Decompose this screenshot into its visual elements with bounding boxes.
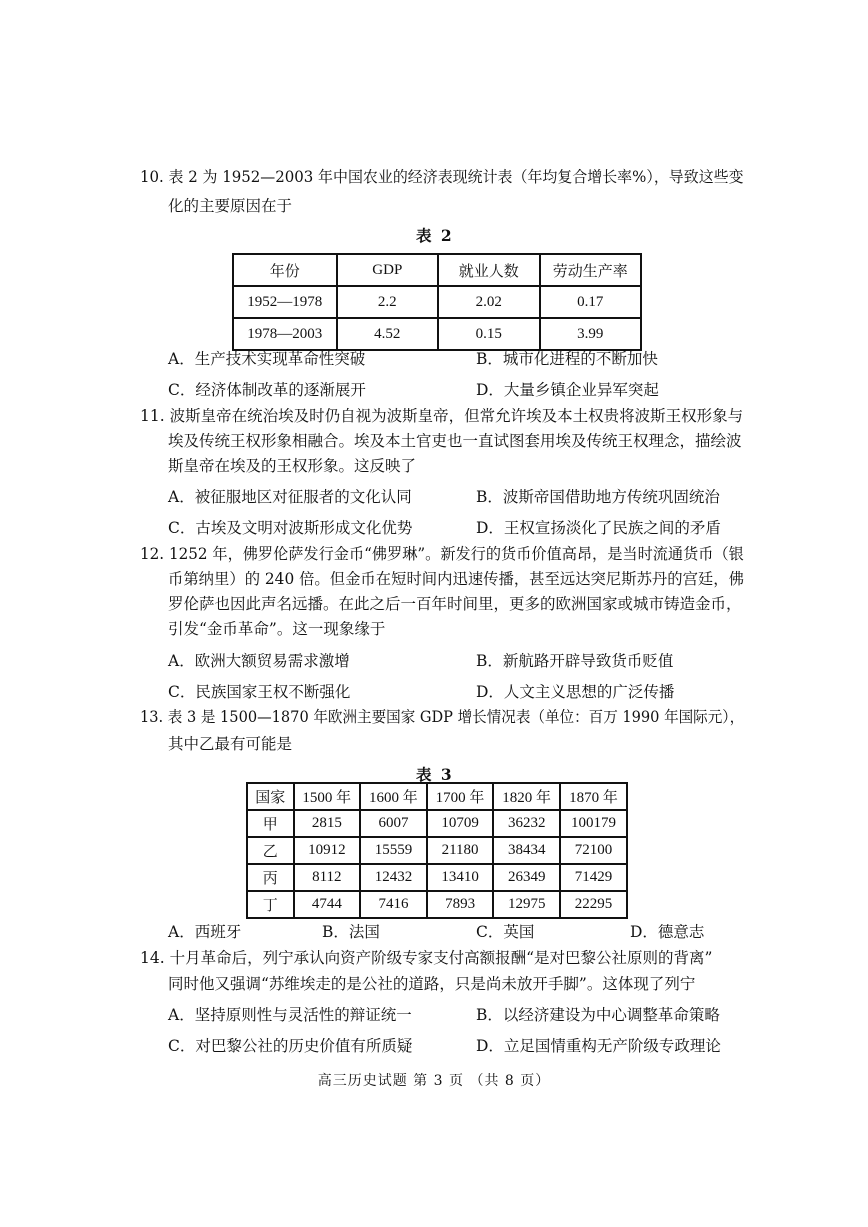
- table-2-header-productivity: 劳动生产率: [540, 254, 641, 286]
- table-3-header-1500: 1500 年: [294, 783, 361, 810]
- table-cell: 4744: [294, 891, 361, 918]
- table-3-header-1870: 1870 年: [560, 783, 627, 810]
- table-2-header-row: [233, 254, 641, 286]
- question-10-option-c: C．经济体制改革的逐渐展开: [168, 381, 366, 399]
- question-11-option-a: A．被征服地区对征服者的文化认同: [168, 488, 412, 506]
- table-cell: 丙: [247, 864, 294, 891]
- table-3-header-1700: 1700 年: [427, 783, 494, 810]
- table-row: [247, 837, 627, 864]
- table-cell: 12432: [360, 864, 427, 891]
- table-cell: 10912: [294, 837, 361, 864]
- table-3-header-1820: 1820 年: [493, 783, 560, 810]
- question-13-option-b: B．法国: [322, 923, 380, 941]
- question-13-line-1: 13. 表 3 是 1500—1870 年欧洲主要国家 GDP 增长情况表（单位：百万 1990 年国际元），: [140, 708, 745, 726]
- table-3: [246, 782, 628, 919]
- question-14-option-d: D．立足国情重构无产阶级专政理论: [476, 1037, 721, 1055]
- question-10-line-1: 10. 表 2 为 1952—2003 年中国农业的经济表现统计表（年均复合增长率%），导致这些变: [140, 168, 744, 186]
- table-row: [233, 318, 641, 350]
- question-12-option-a: A．欧洲大额贸易需求激增: [168, 652, 350, 670]
- table-cell: 甲: [247, 810, 294, 837]
- table-cell: 0.15: [438, 318, 539, 350]
- question-14-line-2: 同时他又强调“苏维埃走的是公社的道路，只是尚未放开手脚”。这体现了列宁: [168, 975, 696, 993]
- table-2-header-employment: 就业人数: [438, 254, 539, 286]
- table-cell: 36232: [493, 810, 560, 837]
- table-cell: 6007: [360, 810, 427, 837]
- table-2-header-year: 年份: [233, 254, 337, 286]
- table-cell: 丁: [247, 891, 294, 918]
- question-12-line-2: 币第纳里）的 240 倍。但金币在短时间内迅速传播，甚至远达突尼斯苏丹的宫廷，佛: [168, 570, 744, 588]
- table-cell: 2815: [294, 810, 361, 837]
- table-cell: 7893: [427, 891, 494, 918]
- table-cell: 72100: [560, 837, 627, 864]
- question-12-line-4: 引发“金币革命”。这一现象缘于: [168, 620, 386, 638]
- table-cell: 100179: [560, 810, 627, 837]
- question-13-option-a: A．西班牙: [168, 923, 242, 941]
- question-11-line-2: 埃及传统王权形象相融合。埃及本土官吏也一直试图套用埃及传统王权理念，描绘波: [168, 432, 742, 450]
- question-11-line-3: 斯皇帝在埃及的王权形象。这反映了: [168, 457, 417, 475]
- table-cell: 4.52: [337, 318, 439, 350]
- table-cell: 22295: [560, 891, 627, 918]
- table-cell: 71429: [560, 864, 627, 891]
- table-cell: 1952—1978: [233, 286, 337, 318]
- question-14-option-c: C．对巴黎公社的历史价值有所质疑: [168, 1037, 413, 1055]
- table-3-header-country: 国家: [247, 783, 294, 810]
- table-cell: 2.02: [438, 286, 539, 318]
- question-13-option-c: C．英国: [476, 923, 535, 941]
- table-cell: 10709: [427, 810, 494, 837]
- table-3-header-row: [247, 783, 627, 810]
- question-14-option-a: A．坚持原则性与灵活性的辩证统一: [168, 1006, 412, 1024]
- page-footer: 高三历史试题 第 3 页 （共 8 页）: [317, 1073, 551, 1089]
- table-cell: 21180: [427, 837, 494, 864]
- table-cell: 26349: [493, 864, 560, 891]
- table-cell: 8112: [294, 864, 361, 891]
- question-11-option-b: B．波斯帝国借助地方传统巩固统治: [476, 488, 720, 506]
- table-row: [247, 864, 627, 891]
- table-2-header-gdp: GDP: [337, 254, 439, 286]
- question-11-line-1: 11. 波斯皇帝在统治埃及时仍自视为波斯皇帝，但常允许埃及本土权贵将波斯王权形象与: [140, 407, 744, 425]
- question-13-option-d: D．德意志: [630, 923, 705, 941]
- question-10-option-b: B．城市化进程的不断加快: [476, 350, 658, 368]
- table-cell: 38434: [493, 837, 560, 864]
- table-cell: 3.99: [540, 318, 641, 350]
- table-row: [247, 810, 627, 837]
- question-13-line-2: 其中乙最有可能是: [168, 735, 293, 753]
- question-10-line-2: 化的主要原因在于: [168, 197, 293, 215]
- table-3-caption: 表 3: [416, 765, 454, 784]
- table-cell: 1978—2003: [233, 318, 337, 350]
- table-cell: 12975: [493, 891, 560, 918]
- table-cell: 乙: [247, 837, 294, 864]
- table-cell: 2.2: [337, 286, 439, 318]
- table-cell: 0.17: [540, 286, 641, 318]
- question-12-line-1: 12. 1252 年，佛罗伦萨发行金币“佛罗琳”。新发行的货币价值高昂，是当时流通货币（银: [140, 545, 744, 563]
- table-cell: 15559: [360, 837, 427, 864]
- question-10-option-d: D．大量乡镇企业异军突起: [476, 381, 659, 399]
- table-cell: 13410: [427, 864, 494, 891]
- question-12-line-3: 罗伦萨也因此声名远播。在此之后一百年时间里，更多的欧洲国家或城市铸造金币，: [168, 595, 742, 613]
- question-12-option-c: C．民族国家王权不断强化: [168, 683, 351, 701]
- question-14-option-b: B．以经济建设为中心调整革命策略: [476, 1006, 720, 1024]
- table-3-header-1600: 1600 年: [360, 783, 427, 810]
- question-10-option-a: A．生产技术实现革命性突破: [168, 350, 366, 368]
- question-14-line-1: 14. 十月革命后，列宁承认向资产阶级专家支付高额报酬“是对巴黎公社原则的背离”: [140, 949, 713, 967]
- question-12-option-d: D．人文主义思想的广泛传播: [476, 683, 675, 701]
- question-12-option-b: B．新航路开辟导致货币贬值: [476, 652, 674, 670]
- question-11-option-d: D．王权宣扬淡化了民族之间的矛盾: [476, 519, 721, 537]
- table-2: [232, 253, 642, 351]
- table-2-caption: 表 2: [416, 226, 454, 245]
- table-row: [247, 891, 627, 918]
- table-cell: 7416: [360, 891, 427, 918]
- question-11-option-c: C．古埃及文明对波斯形成文化优势: [168, 519, 413, 537]
- table-row: [233, 286, 641, 318]
